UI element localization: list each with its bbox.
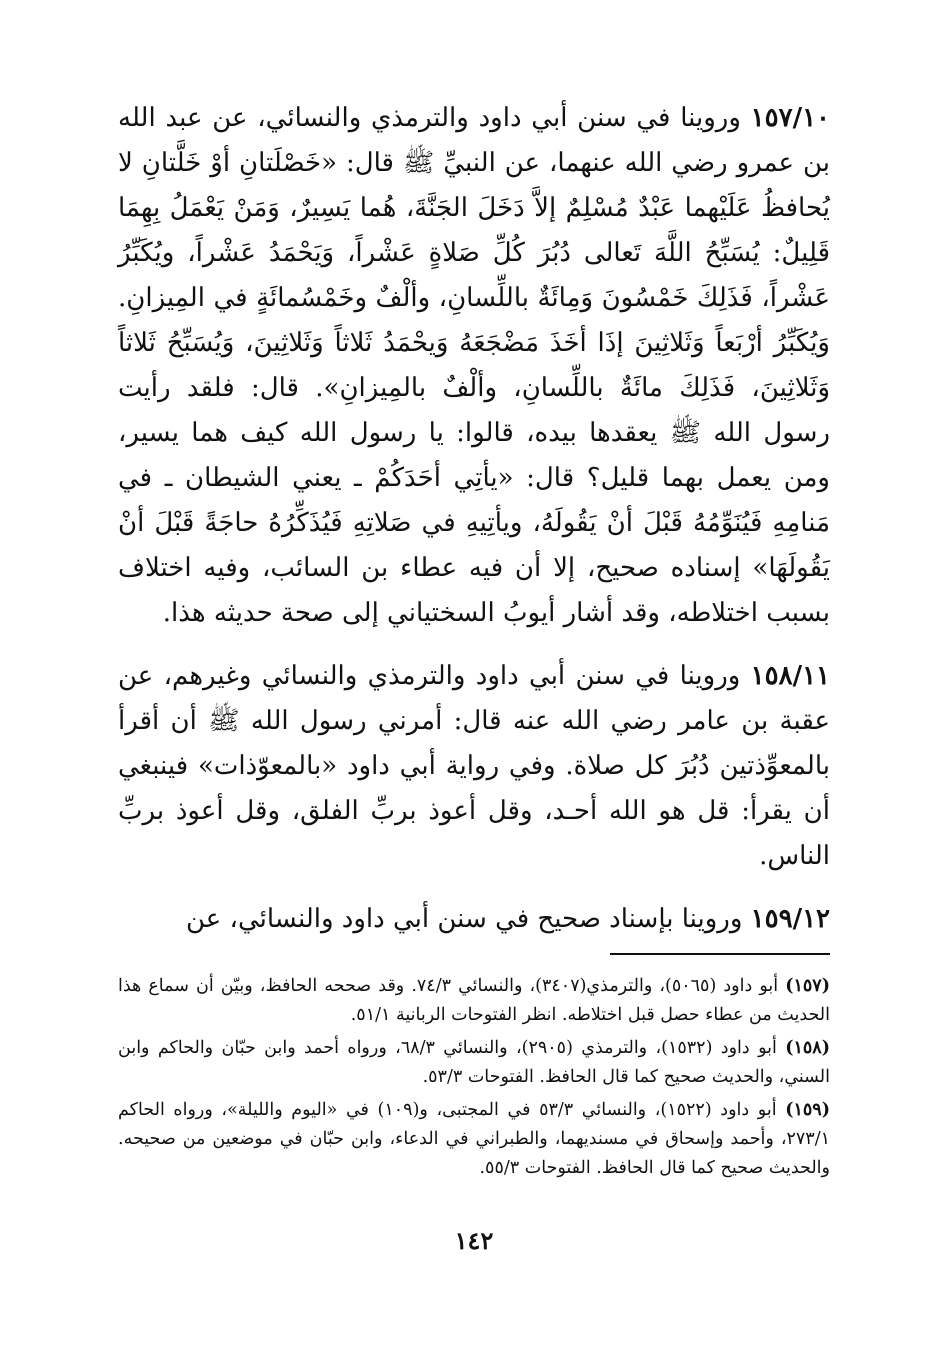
hadith-paragraph-158 bbox=[118, 654, 830, 879]
footnote-ref: (١٥٨) bbox=[785, 1038, 830, 1058]
footnote-158 bbox=[118, 1034, 830, 1092]
footnote-text: أبو داود (١٥٢٢)، والنسائي ٥٣/٣ في المجتبى، و(١٠٩) في «اليوم والليلة»، ورواه الحاكم ٢٧٣/١، وأحمد وإسحاق في مسنديهما، والطبراني في الدعاء، وابن حبّان في موضعين من صحيحه. والحديث صحيح كما قال الحافظ. الفتوحات ٥٥/٣. bbox=[118, 1100, 830, 1178]
footnote-text: أبو داود (١٥٣٢)، والترمذي (٢٩٠٥)، والنسائي ٦٨/٣، ورواه أحمد وابن حبّان والحاكم وابن السني، والحديث صحيح كما قال الحافظ. الفتوحات ٥٣/٣. bbox=[118, 1038, 830, 1087]
main-text bbox=[118, 96, 830, 942]
hadith-number: ١٥٧/١٠ bbox=[750, 103, 830, 133]
page-number: ١٤٢ bbox=[454, 1226, 494, 1255]
hadith-text: وروينا في سنن أبي داود والترمذي والنسائي وغيرهم، عن عقبة بن عامر رضي الله عنه قال: أمرني رسول الله ﷺ أن أقرأ بالمعوِّذتين دُبُرَ كل صلاة. وفي رواية أبي داود «بالمعوّذات» فينبغي أن يقرأ: قل هو الله أحـد، وقل أعوذ بربِّ الفلق، وقل أعوذ بربِّ الناس. bbox=[118, 661, 830, 871]
footnote-text: أبو داود (٥٠٦٥)، والترمذي(٣٤٠٧)، والنسائي ٧٤/٣. وقد صححه الحافظ، وبيّن أن سماع هذا الحديث من عطاء حصل قبل اختلاطه. انظر الفتوحات الربانية ٥١/١. bbox=[118, 976, 830, 1025]
footnote-157 bbox=[118, 972, 830, 1030]
footnote-ref: (١٥٧) bbox=[785, 976, 830, 996]
hadith-number: ١٥٨/١١ bbox=[750, 661, 830, 691]
hadith-text: وروينا في سنن أبي داود والترمذي والنسائي، عن عبد الله بن عمرو رضي الله عنهما، عن النبيِّ ﷺ قال: «خَصْلَتانِ أوْ خَلَّتانِ لا يُحافظُ عَلَيْهما عَبْدٌ مُسْلِمٌ إلاَّ دَخَلَ الجَنَّةَ، هُما يَسِيرٌ، وَمَنْ يَعْمَلُ بِهِمَا قَلِيلٌ: يُسَبِّحُ اللَّهَ تَعالى دُبُرَ كُلِّ صَلاةٍ عَشْراً، وَيَحْمَدُ عَشْراً، ويُكَبِّرُ عَشْراً، فَذَلِكَ خَمْسُونَ وَمِائَةٌ باللِّسانِ، وألْفٌ وخَمْسُمائَةٍ في المِيزانِ. وَيُكَبِّرُ أرْبَعاً وَثَلاثِينَ إذَا أخَذَ مَضْجَعَهُ وَيحْمَدُ ثَلاثاً وَثَلاثِينَ، وَيُسَبِّحُ ثَلاثاً وَثَلاثِينَ، فَذَلِكَ مائَةٌ باللِّسانِ، وألْفٌ بالمِيزانِ». قال: فلقد رأيت رسول الله ﷺ يعقدها بيده، قالوا: يا رسول الله كيف هما يسير، ومن يعمل بهما قليل؟ قال: «يأتِي أحَدَكُمْ ـ يعني الشيطان ـ في مَنامِهِ فَيُنَوِّمُهُ قَبْلَ أنْ يَقُولَهُ، ويأتِيهِ في صَلاتِهِ فَيُذَكِّرُهُ حاجَةً قَبْلَ أنْ يَقُولَهَا» إسناده صحيح، إلا أن فيه عطاء بن السائب، وفيه اختلاف بسبب اختلاطه، وقد أشار أيوبُ السختياني إلى صحة حديثه هذا. bbox=[118, 103, 830, 628]
footnote-159 bbox=[118, 1096, 830, 1183]
hadith-text: وروينا بإسناد صحيح في سنن أبي داود والنسائي، عن bbox=[185, 904, 751, 934]
hadith-number: ١٥٩/١٢ bbox=[750, 904, 830, 934]
hadith-paragraph-159 bbox=[118, 897, 830, 942]
footnotes bbox=[118, 972, 830, 1187]
footnote-divider bbox=[610, 953, 830, 955]
hadith-paragraph-157 bbox=[118, 96, 830, 636]
footnote-ref: (١٥٩) bbox=[785, 1100, 830, 1120]
